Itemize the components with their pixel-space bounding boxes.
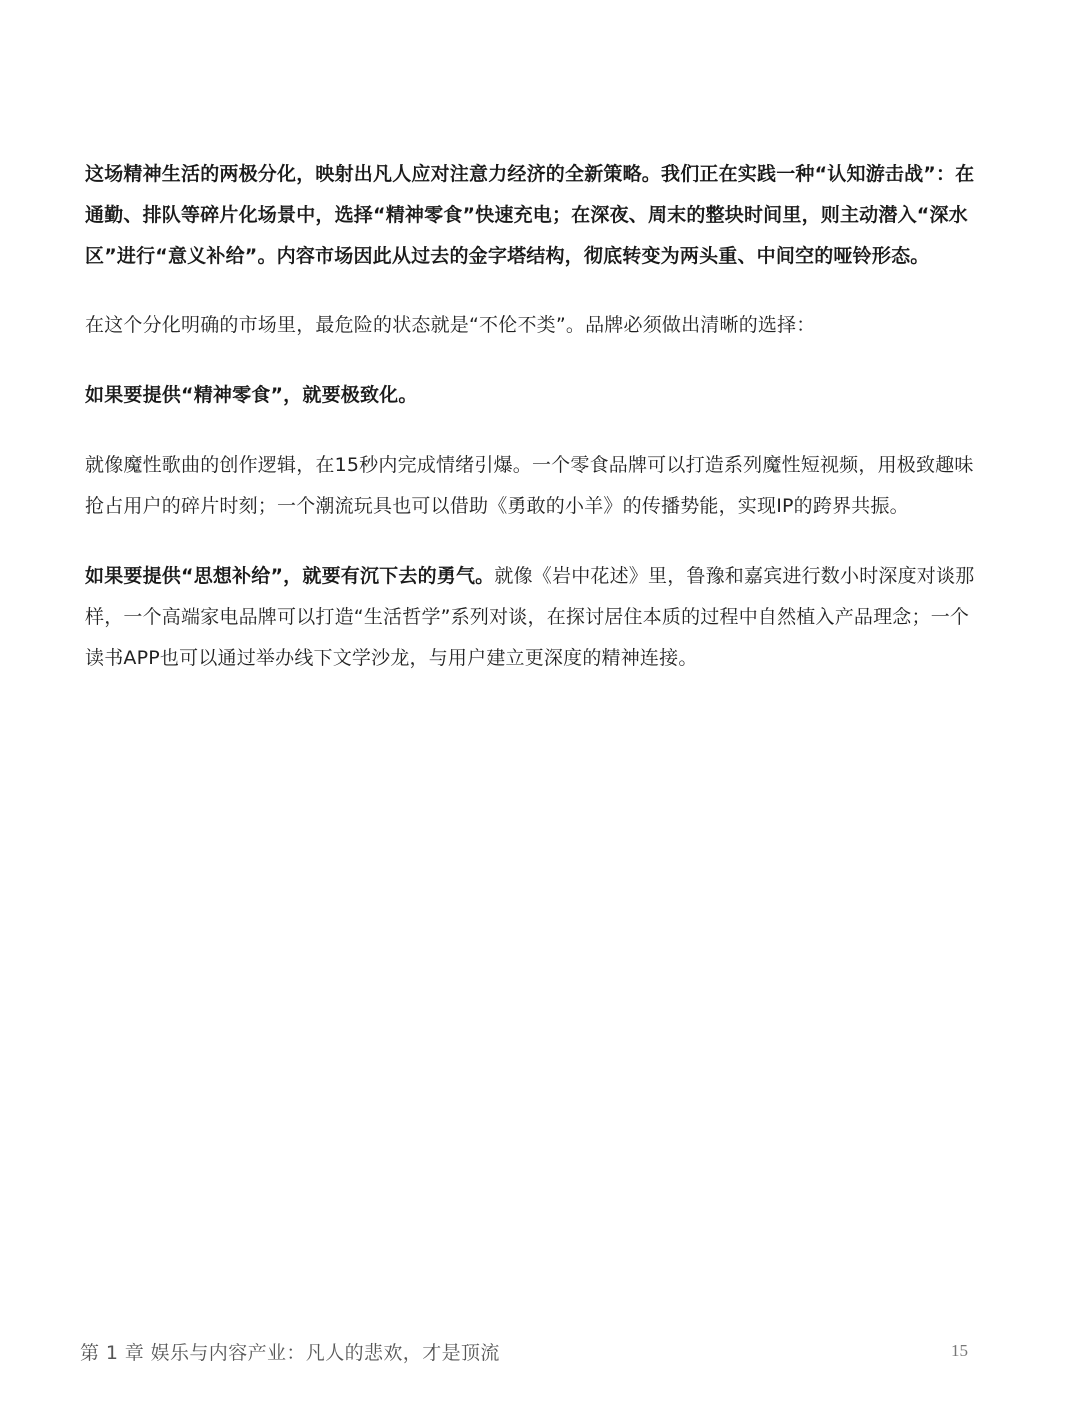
paragraph-market-choice: 在这个分化明确的市场里，最危险的状态就是“不伦不类”。品牌必须做出清晰的选择： [85, 314, 816, 336]
thought-supply-heading: 如果要提供“思想补给”，就要有沉下去的勇气。 [85, 565, 495, 587]
page-footer [80, 1336, 968, 1366]
chapter-title: 第 1 章 娱乐与内容产业：凡人的悲欢，才是顶流 [80, 1341, 500, 1364]
paragraph-snack-heading: 如果要提供“精神零食”，就要极致化。 [85, 384, 418, 406]
paragraph-polarization: 这场精神生活的两极分化，映射出凡人应对注意力经济的全新策略。我们正在实践一种“认知游击战”：在通勤、排队等碎片化场景中，选择“精神零食”快速充电；在深夜、周末的整块时间里，则主动潜入“深水区”进行“意义补给”。内容市场因此从过去的金字塔结构，彻底转变为两头重、中间空的哑铃形态。 [85, 163, 975, 267]
thought-supply-example: 就像《岩中花述》里，鲁豫和嘉宾进行数小时深度对谈那样，一个高端家电品牌可以打造“生活哲学”系列对谈，在探讨居住本质的过程中自然植入产品理念；一个读书APP也可以通过举办线下文学沙龙，与用户建立更深度的精神连接。 [85, 565, 975, 669]
paragraph-snack-example: 就像魔性歌曲的创作逻辑，在15秒内完成情绪引爆。一个零食品牌可以打造系列魔性短视频，用极致趣味抢占用户的碎片时刻；一个潮流玩具也可以借助《勇敢的小羊》的传播势能，实现IP的跨界共振。 [85, 454, 974, 517]
page-number: 15 [951, 1341, 968, 1360]
body-content [85, 154, 985, 679]
paragraph-thought-supply [85, 556, 985, 679]
